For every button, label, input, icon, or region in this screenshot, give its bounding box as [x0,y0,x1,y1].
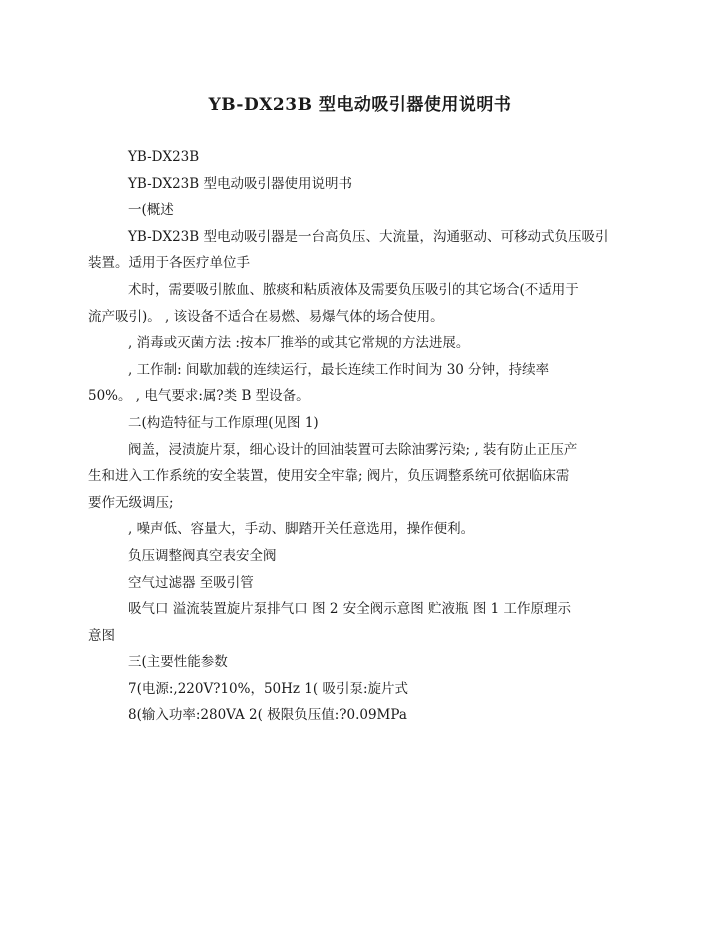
text-line: 吸气口 溢流装置旋片泵排气口 图 2 安全阀示意图 贮液瓶 图 1 工作原理示 [128,601,572,618]
paragraph [108,144,616,171]
text-line: , 消毒或灭菌方法 :按本厂推举的或其它常规的方法进展。 [128,335,470,352]
text-line: YB-DX23B 型电动吸引器使用说明书 [128,175,352,192]
text-line: 阀盖，浸渍旋片泵，细心设计的回油装置可去除油雾污染; , 装有防止正压产 [128,441,578,458]
paragraph [88,224,616,277]
paragraph [108,516,616,543]
text-line: , 噪声低、容量大，手动、脚踏开关任意选用，操作便利。 [128,521,475,538]
text-line: 意图 [88,627,115,644]
paragraph [88,277,616,330]
text-line: 术时，需要吸引脓血、脓痰和粘质液体及需要负压吸引的其它场合(不适用于 [128,281,579,298]
paragraph [88,437,616,517]
text-line: 8(输入功率:280VA 2( 极限负压值:?0.09MPa [128,707,407,724]
text-line: 50%。 , 电气要求:属?类 B 型设备。 [88,388,310,405]
paragraph [108,171,616,198]
text-line: 7(电源:,220V?10%，50Hz 1( 吸引泵:旋片式 [128,680,409,697]
text-line: 装置。适用于各医疗单位手 [88,255,250,272]
text-line: , 工作制: 间歇加载的连续运行，最长连续工作时间为 30 分钟，持续率 [128,361,550,378]
paragraph [88,357,616,410]
paragraph [88,596,616,649]
paragraph [108,570,616,597]
text-line: 要作无级调压; [88,494,174,511]
text-line: YB-DX23B [128,149,200,165]
text-line: 空气过滤器 至吸引管 [128,574,254,591]
text-line: 负压调整阀真空表安全阀 [128,547,277,564]
document-body [88,144,616,729]
paragraph [108,543,616,570]
paragraph [108,330,616,357]
section-heading [108,410,616,437]
paragraph [108,676,616,703]
text-line: 三(主要性能参数 [128,654,228,671]
text-line: 二(构造特征与工作原理(见图 1) [128,414,319,431]
document-title: YB-DX23B 型电动吸引器使用说明书 [208,95,512,115]
text-line: YB-DX23B 型电动吸引器是一台高负压、大流量，沟通驱动、可移动式负压吸引 [128,228,609,245]
paragraph [108,702,616,729]
text-line: 生和进入工作系统的安全装置，使用安全牢靠; 阀片，负压调整系统可依据临床需 [88,468,570,485]
section-heading [108,649,616,676]
section-heading [108,197,616,224]
text-line: 一(概述 [128,202,174,219]
text-line: 流产吸引)。 , 该设备不适合在易燃、易爆气体的场合使用。 [88,308,444,325]
